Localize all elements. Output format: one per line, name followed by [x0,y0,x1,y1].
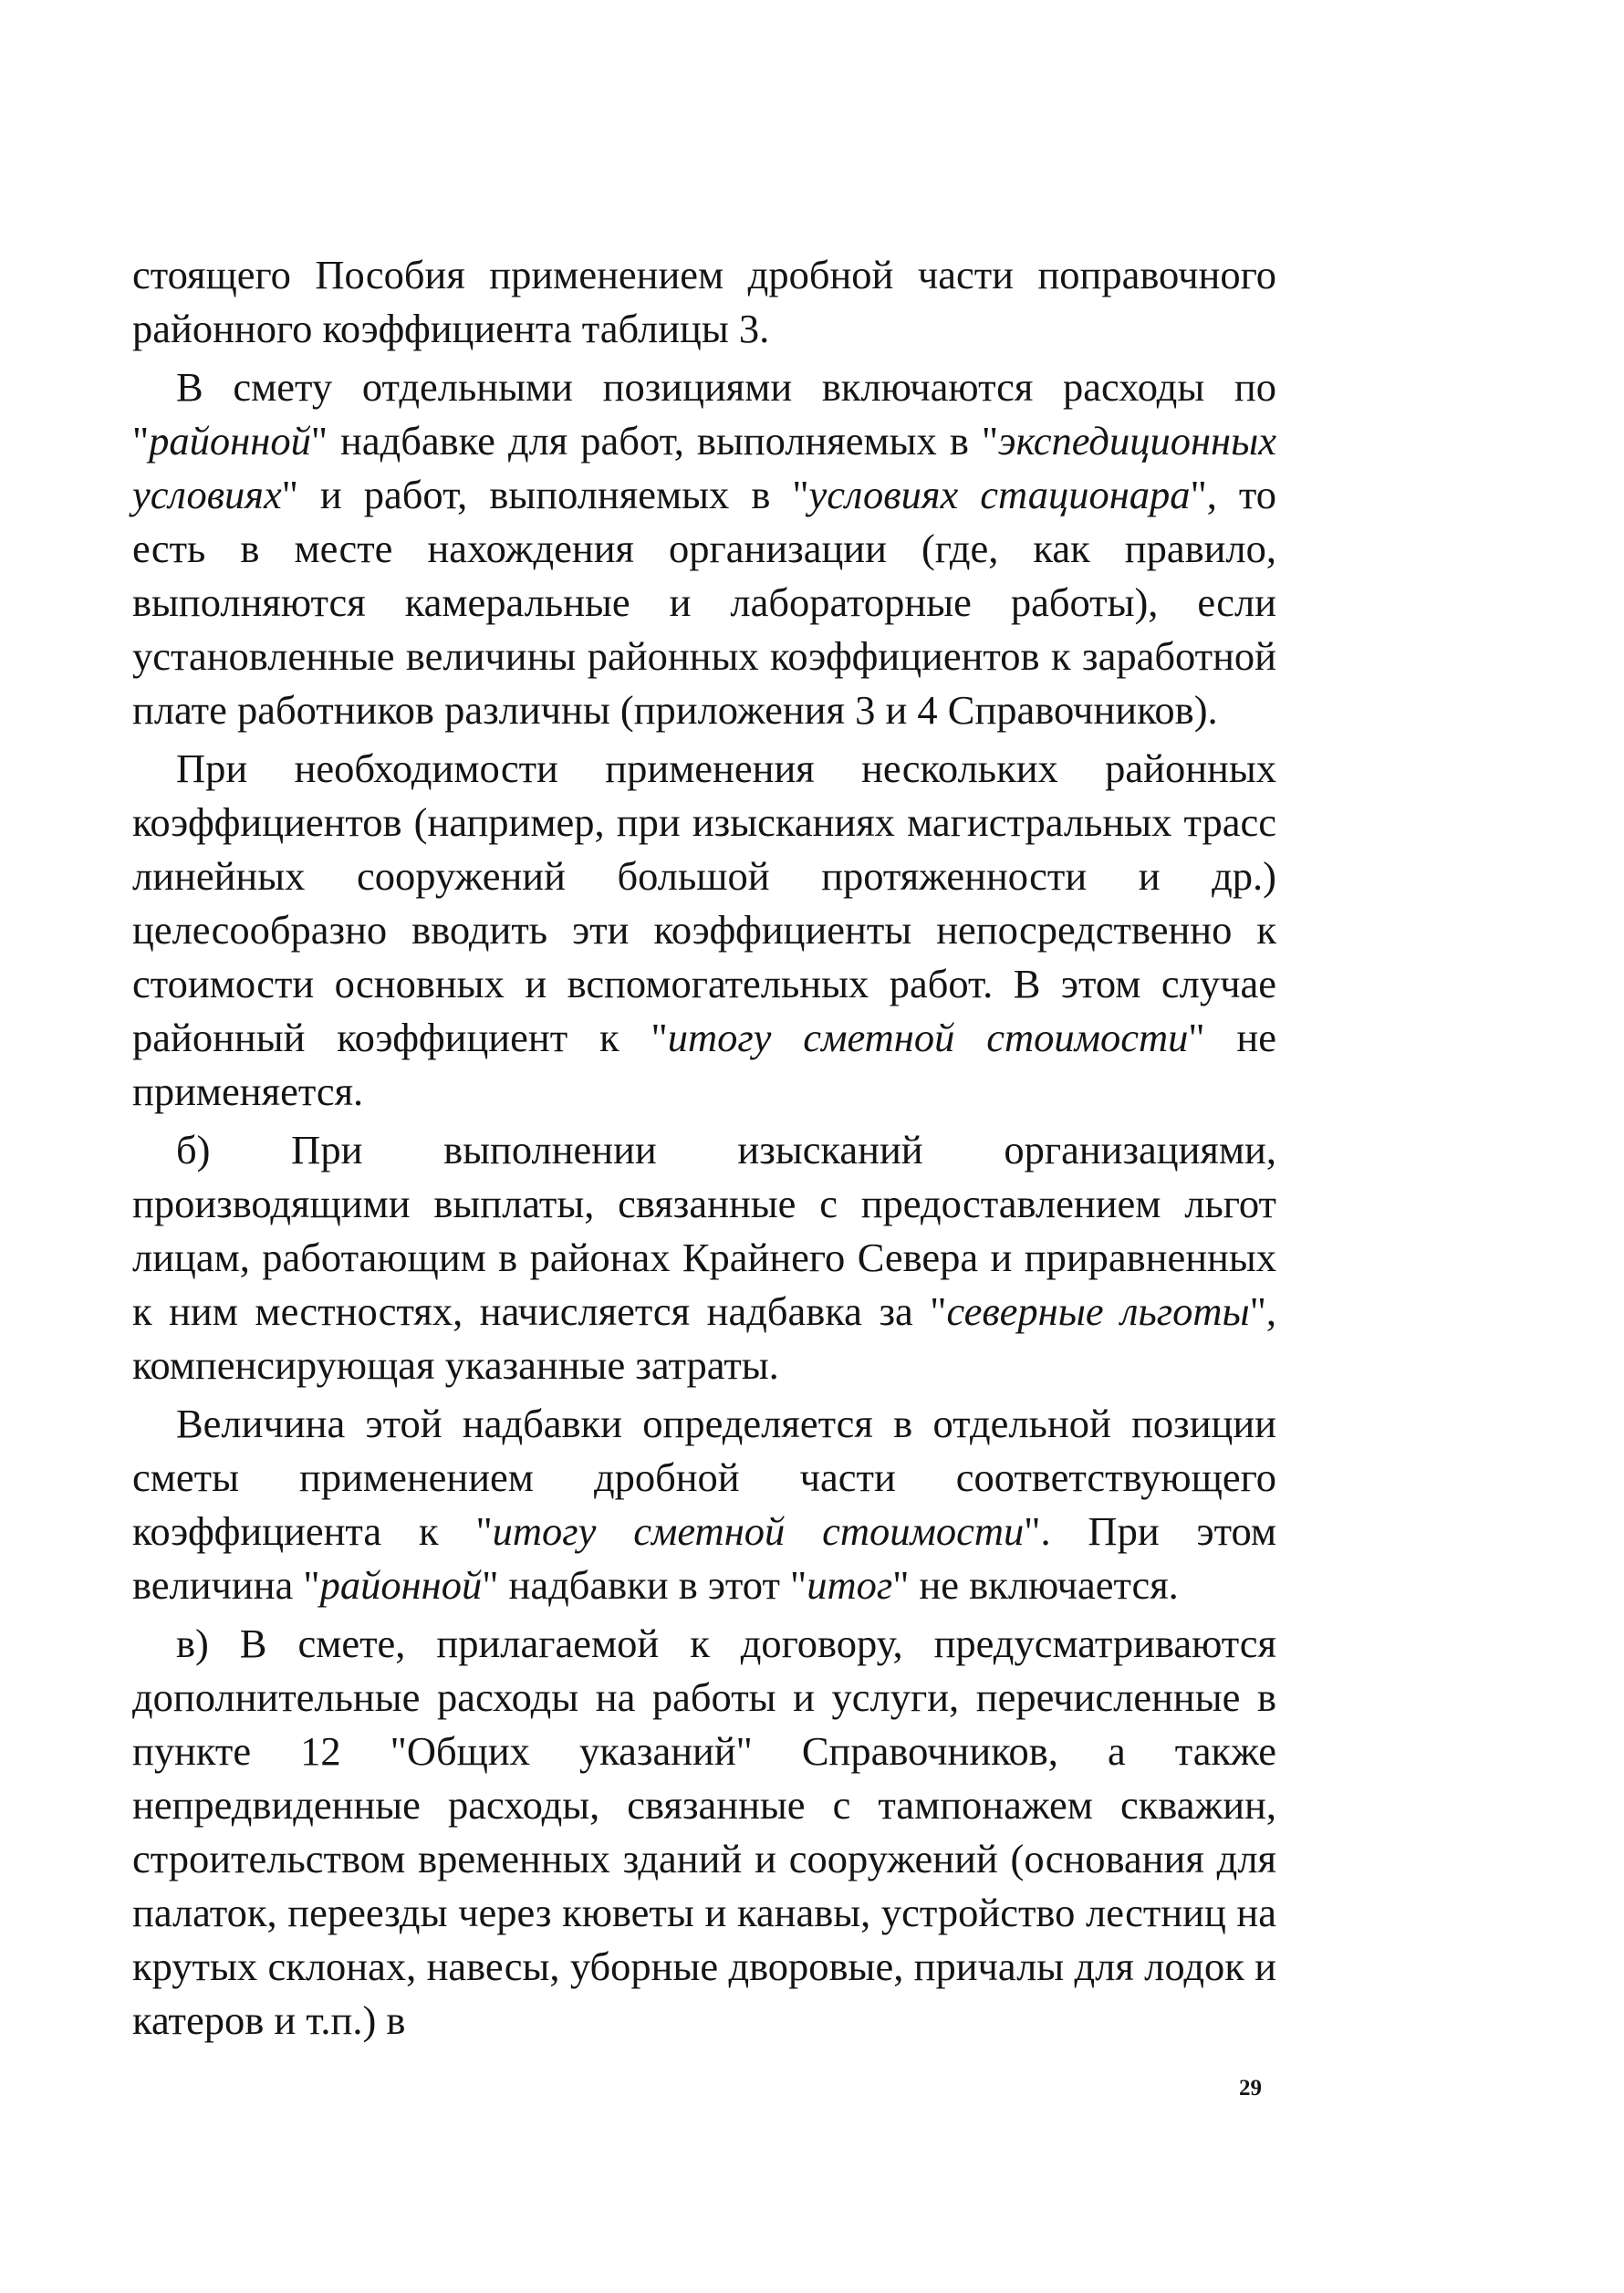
paragraph [132,1617,1276,2048]
text-run: " надбавке для работ, выполняемых в " [310,418,999,464]
italic-term: итог [807,1562,893,1608]
text-run: б) При выполнении изысканий организациями, производящими выплаты, связанные с предоставлением льгот лицам, работающим в районах Крайнего Севера и приравненных к ним местностях, начисляется надбавка за " [132,1127,1276,1334]
text-run: " не применяется. [132,1015,1276,1114]
text-run: " и работ, выполняемых в " [281,472,809,517]
text-run: ", то есть в месте нахождения организации (где, как правило, выполняются камеральные и лабораторные работы), если установленные величины районных коэффициентов к заработной плате работников различны (приложения 3 и 4 Справочников). [132,472,1277,733]
italic-term: итогу сметной стоимости [667,1015,1189,1060]
text-run: " не включается. [892,1562,1179,1608]
paragraph [132,1123,1276,1392]
text-run: " надбавки в этот " [482,1562,807,1608]
page-number: 29 [1239,2076,1262,2100]
text-run: ", компенсирующая указанные затраты. [132,1288,1276,1388]
text-run: Величина этой надбавки определяется в отдельной позиции сметы применением дробной части соответствующего коэффициента к " [132,1401,1276,1554]
paragraph [132,248,1276,356]
italic-term: районной [149,418,311,464]
paragraph [132,1397,1276,1612]
italic-term: условиях стационара [808,472,1191,517]
text-run: в) В смете, прилагаемой к договору, предусматриваются дополнительные расходы на работы и услуги, перечисленные в пункте 12 "Общих указаний" Справочников, а также непредвиденные расходы, связанные с тампонажем скважин, строительством временных зданий и сооружений (основания для палаток, переезды через кюветы и канавы, устройство лестниц на крутых склонах, навесы, уборные дворовые, причалы для лодок и катеров и т.п.) в [132,1621,1276,2043]
text-run: В смету отдельными позициями включаются расходы по " [132,364,1276,464]
page-body [132,248,1276,2052]
italic-term: итогу сметной стоимости [492,1508,1025,1554]
italic-term: экспедиционных условиях [132,418,1276,517]
text-run: ". При этом величина " [132,1508,1277,1608]
text-run: стоящего Пособия применением дробной части поправочного районного коэффициента таблицы 3. [132,252,1276,351]
italic-term: северные льготы [946,1288,1250,1334]
paragraph [132,742,1276,1119]
paragraph [132,360,1276,737]
italic-term: районной [319,1562,483,1608]
text-run: При необходимости применения нескольких районных коэффициентов (например, при изысканиях магистральных трасс линейных сооружений большой протяженности и др.) целесообразно вводить эти коэффициенты непосредственно к стоимости основных и вспомогательных работ. В этом случае районный коэффициент к " [132,745,1276,1060]
